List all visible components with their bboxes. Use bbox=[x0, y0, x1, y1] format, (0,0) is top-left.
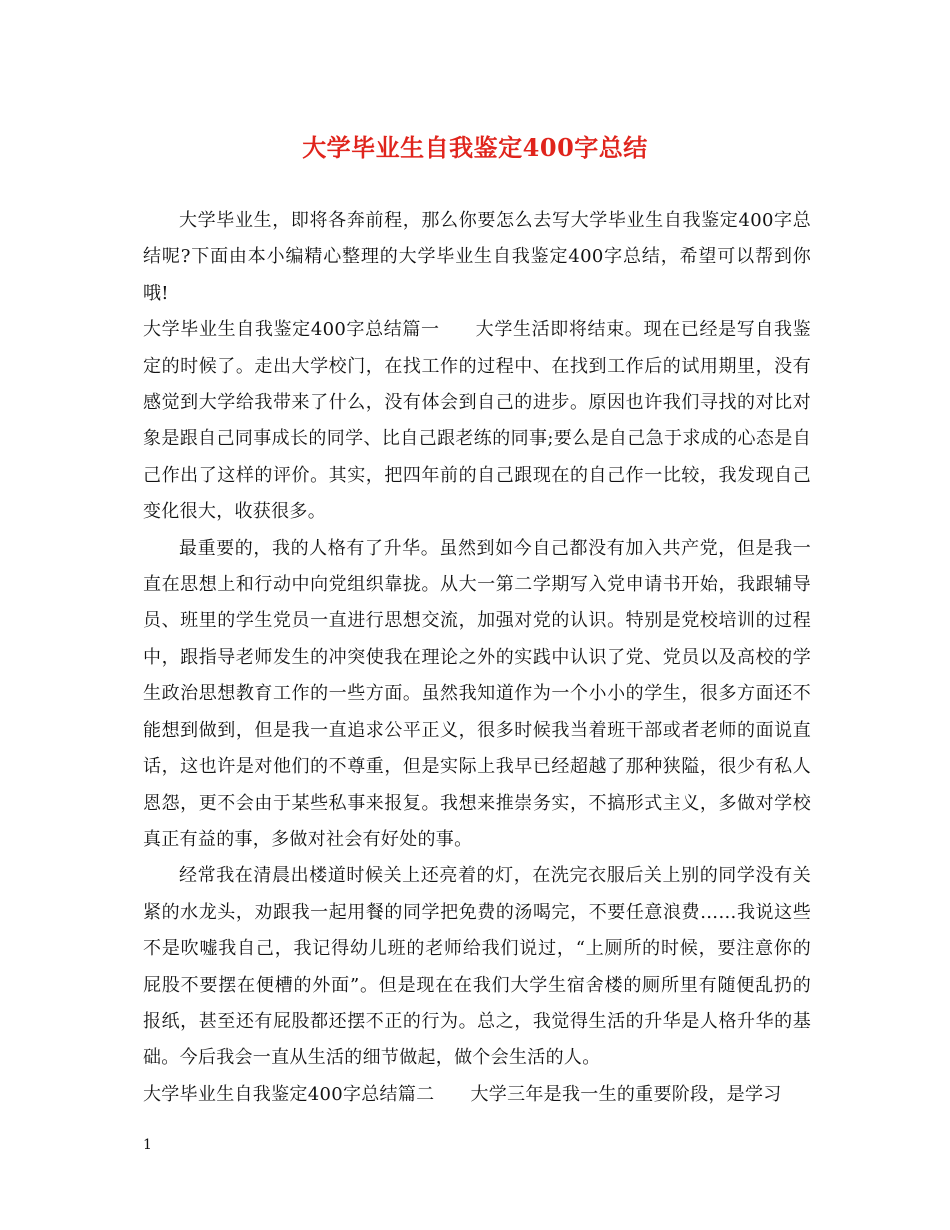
section-2-text: 大学三年是我一生的重要阶段，是学习 bbox=[470, 1083, 782, 1105]
section-1-text: 大学生活即将结束。现在已经是写自我鉴定的时候了。走出大学校门，在找工作的过程中、在找到工作后的试用期里，没有感觉到大学给我带来了什么，没有体会到自己的进步。原因也许我们寻找的对比对象是跟自己同事成长的同学、比自己跟老练的同事;要么是自己急于求成的心态是自己作出了这样的评价。其实，把四年前的自己跟现在的自己作一比较，我发现自己变化很大，收获很多。 bbox=[143, 319, 811, 523]
document-title: 大学毕业生自我鉴定400字总结 bbox=[302, 133, 648, 162]
section-1-paragraph bbox=[143, 312, 811, 530]
section-1-heading: 大学毕业生自我鉴定400字总结篇一 bbox=[143, 319, 440, 341]
paragraph-3: 经常我在清晨出楼道时候关上还亮着的灯，在洗完衣服后关上别的同学没有关紧的水龙头，劝跟我一起用餐的同学把免费的汤喝完，不要任意浪费……我说这些不是吹嘘我自己，我记得幼儿班的老师给我们说过，“上厕所的时候，要注意你的屁股不要摆在便槽的外面”。但是现在在我们大学生宿舍楼的厕所里有随便乱扔的报纸，甚至还有屁股都还摆不正的行为。总之，我觉得生活的升华是人格升华的基础。今后我会一直从生活的细节做起，做个会生活的人。 bbox=[143, 865, 811, 1069]
document-body bbox=[143, 203, 811, 1113]
intro-paragraph: 大学毕业生，即将各奔前程，那么你要怎么去写大学毕业生自我鉴定400字总结呢?下面由本小编精心整理的大学毕业生自我鉴定400字总结，希望可以帮到你哦! bbox=[143, 210, 811, 304]
page-number: 1 bbox=[143, 1137, 152, 1153]
section-2-paragraph bbox=[143, 1077, 811, 1113]
section-2-heading: 大学毕业生自我鉴定400字总结篇二 bbox=[143, 1083, 435, 1105]
paragraph-2: 最重要的，我的人格有了升华。虽然到如今自己都没有加入共产党，但是我一直在思想上和行动中向党组织靠拢。从大一第二学期写入党申请书开始，我跟辅导员、班里的学生党员一直进行思想交流，加强对党的认识。特别是党校培训的过程中，跟指导老师发生的冲突使我在理论之外的实践中认识了党、党员以及高校的学生政治思想教育工作的一些方面。虽然我知道作为一个小小的学生，很多方面还不能想到做到，但是我一直追求公平正义，很多时候我当着班干部或者老师的面说直话，这也许是对他们的不尊重，但是实际上我早已经超越了那种狭隘，很少有私人恩怨，更不会由于某些私事来报复。我想来推崇务实，不搞形式主义，多做对学校真正有益的事，多做对社会有好处的事。 bbox=[143, 537, 811, 850]
